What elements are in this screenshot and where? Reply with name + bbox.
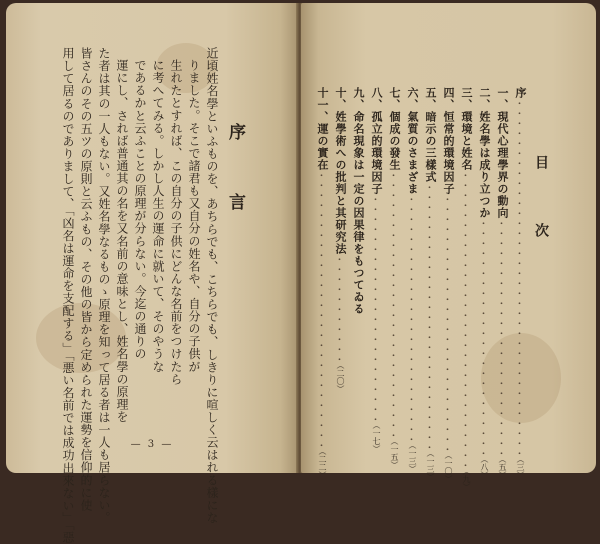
toc-entry-page: （一七）	[372, 425, 381, 453]
leader-dots: ・・・・・・・・・・・・・・・・・・・・・・・	[371, 195, 381, 425]
toc-entry-page: （一〇）	[444, 455, 453, 483]
toc-entry-text: 六、氣質のさまざま	[406, 87, 419, 195]
toc-entry-text: 十一、運の實在	[316, 87, 329, 171]
toc-entry-text: 四、恒常的環境因子	[442, 87, 455, 195]
preface-line: た者は其の一人もない。又姓名學なるものゝ原理を知って居る者は一人も居らない。	[97, 47, 111, 524]
right-page	[301, 3, 596, 491]
toc-entry-page: （一五）	[390, 441, 399, 469]
toc-entry-text: 三、環境と姓名	[460, 87, 473, 171]
toc-entry	[353, 87, 364, 315]
toc-entry-text: 九、命名現象は一定の因果律をもつてゐる	[352, 87, 365, 315]
preface-line: 近頃姓名學といふものを、あちらでも、こちらでも、しきりに喧しく云はれる樣にな	[205, 47, 219, 524]
toc-entry	[497, 87, 508, 479]
toc-entry	[515, 87, 526, 479]
leader-dots: ・・・・・・・・・・・	[335, 255, 345, 365]
toc-entry	[425, 87, 436, 481]
leader-dots: ・・・・・・・・・・・・・・・・・・・・・・・・・	[407, 195, 417, 445]
preface-line: 皆さんのその五ツの原則と云ふもの、その他の皆から定められた運勢を信仰的に使	[79, 47, 93, 512]
toc-title: 目 次	[533, 155, 549, 257]
toc-entry-text: 一、現代心理學界の動向	[496, 87, 509, 219]
toc-entry-text: 八、孤立的環境因子	[370, 87, 383, 195]
leader-dots: ・・・・・・・・・・・・・・・・・・・・・・・・・・・	[389, 171, 399, 441]
leader-dots: ・・・・・・・・・・・・・・・・・・・・・・・・・・	[443, 195, 453, 455]
toc-entry	[371, 87, 382, 453]
left-page	[6, 3, 298, 544]
toc-entry	[389, 87, 400, 469]
toc-entry-text: 五、暗示の三樣式	[424, 87, 437, 183]
preface-line: に考へてみる。しかし人生の運命に就いて、そのやうな	[151, 59, 165, 373]
toc-entry-page: （二二）	[318, 451, 327, 479]
toc-entry-text: 十、姓學術への批判と其研究法	[334, 87, 347, 255]
toc-entry	[335, 87, 346, 393]
leader-dots: ・・・・・・・・・・・・・・・・・・・・・・・・	[497, 219, 507, 459]
toc-entry	[479, 87, 490, 479]
toc-entry-text: 七、個成の發生	[388, 87, 401, 171]
leader-dots: ・・・・・・・・・・・・・・・・・・・・・・・・	[479, 219, 489, 459]
page-number: — 3 —	[130, 439, 174, 450]
preface-line: 運にし、されば普通其の名を又名前の意味とし、姓名學の原理を	[115, 59, 129, 423]
toc-entry	[461, 87, 472, 491]
toc-entry-page: （五）	[498, 459, 507, 479]
toc-entry-page: （一三）	[408, 445, 417, 473]
leader-dots: ・・・・・・・・・・・・・・・・・・・・・・・・・・・	[425, 183, 435, 453]
toc-entry-page: （二〇）	[336, 365, 345, 393]
open-book	[6, 3, 596, 544]
preface-line: 用して居るのでありまして、「凶名は運命を支配する」「悪い名前では成功出來ない」「惡	[61, 47, 75, 544]
toc-entry-text: 二、姓名學は成り立つか	[478, 87, 491, 219]
toc-entry-page: （九）	[462, 471, 471, 491]
preface-line: であるかと云ふことの原理が分らない。今迄の通りの	[133, 59, 147, 361]
toc-entry-page: （八）	[480, 459, 489, 479]
leader-dots: ・・・・・・・・・・・・・・・・・・・・・・・・・・・・・・・・・・・・	[515, 99, 525, 459]
toc-entry	[443, 87, 454, 483]
toc-entry	[317, 87, 328, 479]
toc-entry-text: 序	[514, 87, 527, 99]
preface-line: りました。そこで諸君も又自分の姓名や、自分の子供が	[187, 59, 201, 373]
preface-line: 生れたとすれば、この自分の子供にどんな名前をつけたら	[169, 59, 183, 386]
leader-dots: ・・・・・・・・・・・・・・・・・・・・・・・・・・・・	[317, 171, 327, 451]
toc-entry-page: （一三）	[426, 453, 435, 481]
leader-dots: ・・・・・・・・・・・・・・・・・・・・・・・・・・・・・・	[461, 171, 471, 471]
toc-entry	[407, 87, 418, 473]
toc-entry-page: （三）	[516, 459, 525, 479]
preface-heading: 序 言	[225, 123, 245, 228]
